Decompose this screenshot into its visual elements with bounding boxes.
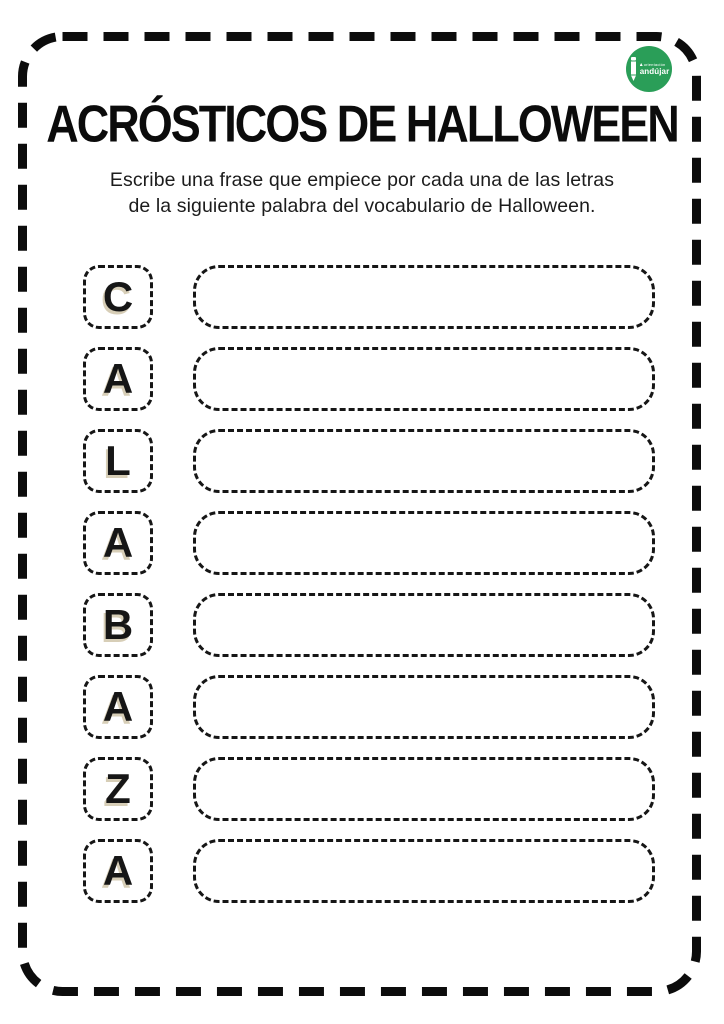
acrostic-row xyxy=(83,511,655,575)
letter-label: A xyxy=(102,683,134,730)
letter-label: A xyxy=(102,847,134,894)
letter-box xyxy=(83,593,153,657)
letter-label: A xyxy=(102,355,134,402)
letter-label: B xyxy=(102,601,134,648)
letter-label: A xyxy=(102,519,134,566)
pencil-icon xyxy=(629,56,638,82)
letter-label: Z xyxy=(105,765,131,812)
acrostic-row xyxy=(83,347,655,411)
letter-box xyxy=(83,511,153,575)
answer-box[interactable] xyxy=(193,757,655,821)
instructions-line-2: de la siguiente palabra del vocabulario de Halloween. xyxy=(128,195,596,217)
orientacion-andujar-logo xyxy=(626,46,672,92)
acrostic-row xyxy=(83,593,655,657)
logo-mini-icon xyxy=(640,63,643,66)
letter-box xyxy=(83,265,153,329)
letter-label: L xyxy=(105,437,131,484)
page-title: ACRÓSTICOS DE HALLOWEEN xyxy=(46,94,678,154)
answer-box[interactable] xyxy=(193,511,655,575)
acrostic-row xyxy=(83,265,655,329)
answer-box[interactable] xyxy=(193,347,655,411)
answer-box[interactable] xyxy=(193,675,655,739)
logo-text-bottom: andújar xyxy=(639,66,670,76)
answer-box[interactable] xyxy=(193,429,655,493)
letter-box xyxy=(83,757,153,821)
letter-box xyxy=(83,839,153,903)
answer-box[interactable] xyxy=(193,265,655,329)
letter-box xyxy=(83,675,153,739)
acrostic-rows xyxy=(83,265,655,903)
instructions-line-1: Escribe una frase que empiece por cada una de las letras xyxy=(109,169,615,191)
acrostic-row xyxy=(83,757,655,821)
logo-text xyxy=(640,63,670,76)
letter-box xyxy=(83,347,153,411)
acrostic-row xyxy=(83,675,655,739)
answer-box[interactable] xyxy=(193,593,655,657)
letter-box xyxy=(83,429,153,493)
letter-label: C xyxy=(102,273,134,320)
instructions xyxy=(0,167,724,219)
acrostic-row xyxy=(83,839,655,903)
acrostic-row xyxy=(83,429,655,493)
answer-box[interactable] xyxy=(193,839,655,903)
logo-text-top: orientación xyxy=(643,61,666,67)
